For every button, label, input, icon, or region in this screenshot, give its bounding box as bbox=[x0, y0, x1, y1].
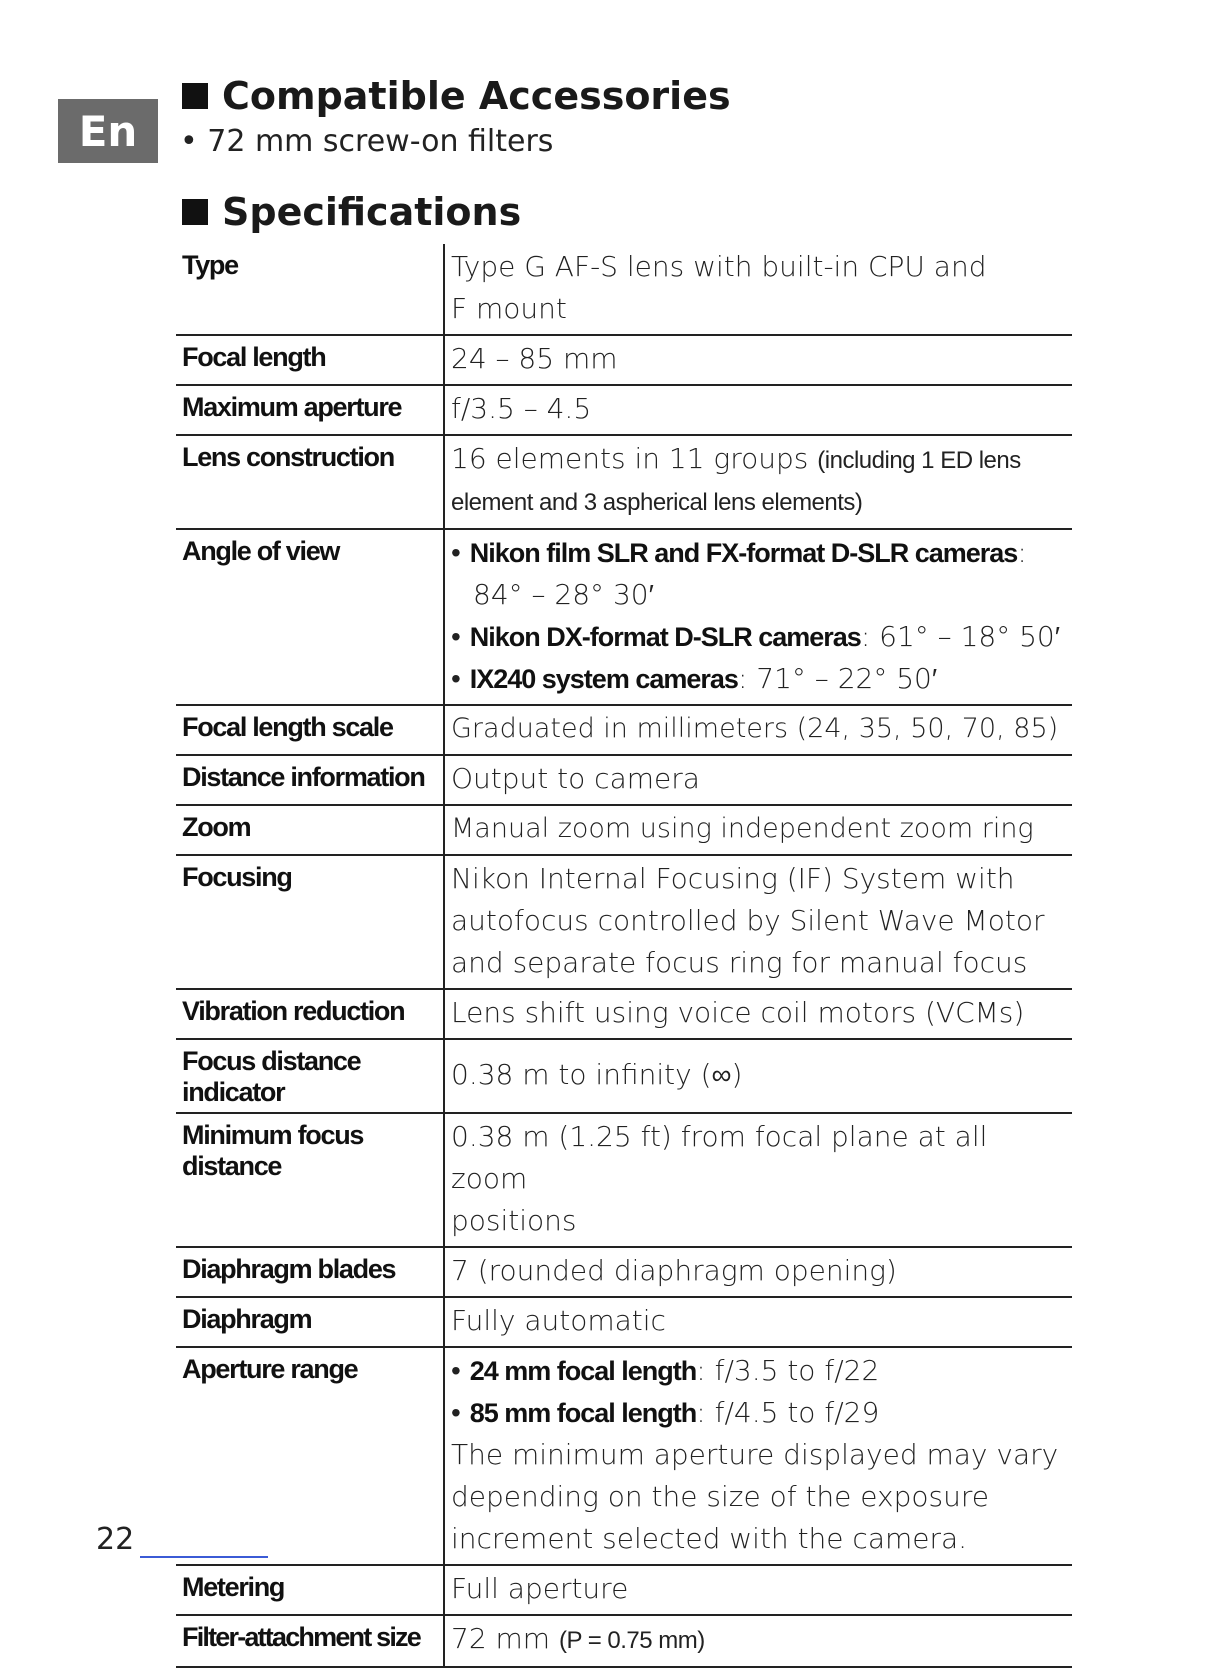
spec-value-line: The minimum aperture displayed may vary bbox=[451, 1438, 1059, 1471]
spec-bullet-value: 71° – 22° 50′ bbox=[756, 662, 938, 695]
specifications-table bbox=[176, 244, 1072, 1668]
spec-value: 7 (rounded diaphragm opening) bbox=[444, 1247, 1072, 1297]
spec-row-lens-construction bbox=[176, 435, 1072, 529]
spec-row-diaphragm-blades bbox=[176, 1247, 1072, 1297]
spec-row-focusing bbox=[176, 855, 1072, 989]
spec-value-line: depending on the size of the exposure bbox=[451, 1480, 989, 1513]
spec-row-minimum-focus-distance bbox=[176, 1113, 1072, 1247]
spec-label: Focal length bbox=[176, 335, 444, 385]
specifications-title: Specifications bbox=[222, 190, 522, 234]
language-tab: En bbox=[58, 99, 158, 163]
spec-value: Manual zoom using independent zoom ring bbox=[444, 805, 1072, 855]
spec-bullet: • IX240 system cameras: 71° – 22° 50′ bbox=[451, 662, 938, 695]
spec-value: Lens shift using voice coil motors (VCMs) bbox=[444, 989, 1072, 1039]
spec-value-line: Type G AF-S lens with built-in CPU and bbox=[451, 250, 987, 283]
spec-row-zoom bbox=[176, 805, 1072, 855]
spec-value bbox=[444, 1113, 1072, 1247]
spec-label: Minimum focus distance bbox=[176, 1113, 444, 1247]
spec-label: Diaphragm blades bbox=[176, 1247, 444, 1297]
spec-value-line bbox=[451, 438, 1066, 482]
spec-bullet: • 24 mm focal length: f/3.5 to f/22 bbox=[451, 1354, 880, 1387]
spec-label: Focusing bbox=[176, 855, 444, 989]
spec-value-line: autofocus controlled by Silent Wave Motor bbox=[451, 904, 1045, 937]
spec-row-focal-length bbox=[176, 335, 1072, 385]
page-number: 22 bbox=[96, 1522, 135, 1557]
spec-value: 0.38 m to infinity (∞) bbox=[444, 1039, 1072, 1113]
accessories-title: Compatible Accessories bbox=[222, 74, 731, 118]
spec-bullet: • Nikon DX-format D-SLR cameras: 61° – 18° 50′ bbox=[451, 620, 1060, 653]
spec-bullet-value: 61° – 18° 50′ bbox=[879, 620, 1060, 653]
spec-row-distance-information bbox=[176, 755, 1072, 805]
spec-value-note: element and 3 aspherical lens elements) bbox=[451, 489, 863, 516]
spec-label: Vibration reduction bbox=[176, 989, 444, 1039]
spec-row-metering bbox=[176, 1565, 1072, 1615]
spec-row-aperture-range bbox=[176, 1347, 1072, 1565]
spec-row-focal-length-scale bbox=[176, 705, 1072, 755]
spec-bullet-label: 85 mm focal length bbox=[469, 1398, 697, 1428]
spec-value: f/3.5 – 4.5 bbox=[444, 385, 1072, 435]
spec-row-vibration-reduction bbox=[176, 989, 1072, 1039]
spec-value-line: positions bbox=[451, 1204, 577, 1237]
spec-value-main: 16 elements in 11 groups bbox=[451, 442, 818, 475]
spec-bullet-label: 24 mm focal length bbox=[469, 1356, 697, 1386]
spec-label: Focus distance indicator bbox=[176, 1039, 444, 1113]
spec-row-diaphragm bbox=[176, 1297, 1072, 1347]
spec-row-angle-of-view bbox=[176, 529, 1072, 705]
spec-value-note: (P = 0.75 mm) bbox=[558, 1627, 705, 1654]
spec-value-line: increment selected with the camera. bbox=[451, 1522, 968, 1555]
spec-label: Focal length scale bbox=[176, 705, 444, 755]
accessory-item: • 72 mm screw-on filters bbox=[180, 124, 554, 159]
spec-label: Lens construction bbox=[176, 435, 444, 529]
specifications-heading bbox=[182, 190, 521, 234]
spec-row-focus-distance-indicator bbox=[176, 1039, 1072, 1113]
spec-value-line: F mount bbox=[451, 292, 567, 325]
spec-label: Maximum aperture bbox=[176, 385, 444, 435]
spec-value-line: Nikon Internal Focusing (IF) System with bbox=[451, 862, 1015, 895]
spec-bullet-label: Nikon DX-format D-SLR cameras bbox=[469, 622, 861, 652]
spec-bullet: • Nikon film SLR and FX-format D-SLR cameras: bbox=[451, 536, 1027, 569]
square-bullet-icon bbox=[182, 83, 208, 109]
spec-value-line: 0.38 m (1.25 ft) from focal plane at all zoom bbox=[451, 1120, 988, 1195]
spec-bullet-value: f/3.5 to f/22 bbox=[714, 1354, 880, 1387]
spec-bullet-label: IX240 system cameras bbox=[469, 664, 738, 694]
spec-value bbox=[444, 1347, 1072, 1565]
spec-value-main: 72 mm bbox=[451, 1622, 559, 1655]
spec-value: Output to camera bbox=[444, 755, 1072, 805]
spec-value: Full aperture bbox=[444, 1565, 1072, 1615]
spec-bullet-label: Nikon film SLR and FX-format D-SLR cameras bbox=[469, 538, 1018, 568]
spec-label: Distance information bbox=[176, 755, 444, 805]
spec-value: 24 – 85 mm bbox=[444, 335, 1072, 385]
spec-label: Zoom bbox=[176, 805, 444, 855]
spec-label: Metering bbox=[176, 1565, 444, 1615]
spec-label: Aperture range bbox=[176, 1347, 444, 1565]
page-link-underline bbox=[140, 1556, 268, 1558]
spec-value bbox=[444, 1615, 1072, 1667]
spec-label: Type bbox=[176, 244, 444, 335]
spec-value: Fully automatic bbox=[444, 1297, 1072, 1347]
spec-row-type bbox=[176, 244, 1072, 335]
spec-value-line: and separate focus ring for manual focus bbox=[451, 946, 1028, 979]
spec-bullet-value: f/4.5 to f/29 bbox=[714, 1396, 880, 1429]
spec-value-note: (including 1 ED lens bbox=[817, 447, 1021, 474]
spec-bullet: • 85 mm focal length: f/4.5 to f/29 bbox=[451, 1396, 880, 1429]
spec-label: Diaphragm bbox=[176, 1297, 444, 1347]
spec-label: Angle of view bbox=[176, 529, 444, 705]
spec-value bbox=[444, 855, 1072, 989]
accessories-heading bbox=[182, 74, 731, 118]
spec-row-filter-attachment-size bbox=[176, 1615, 1072, 1667]
spec-value bbox=[444, 529, 1072, 705]
spec-label: Filter-attachment size bbox=[176, 1615, 444, 1667]
spec-bullet-value: 84° – 28° 30′ bbox=[473, 578, 654, 611]
spec-value bbox=[444, 435, 1072, 529]
spec-value: Graduated in millimeters (24, 35, 50, 70, 85) bbox=[444, 705, 1072, 755]
spec-row-maximum-aperture bbox=[176, 385, 1072, 435]
spec-value bbox=[444, 244, 1072, 335]
square-bullet-icon bbox=[182, 199, 208, 225]
